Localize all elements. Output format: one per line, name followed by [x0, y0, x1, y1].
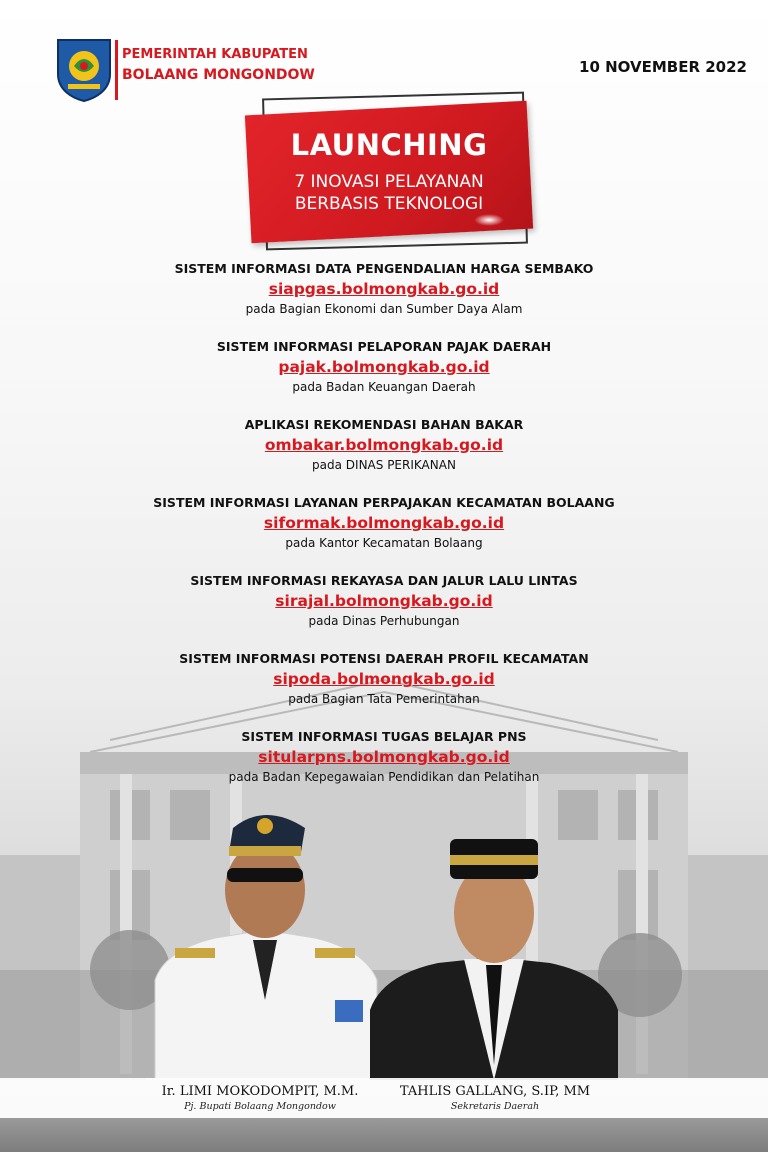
official-role-sekda: Sekretaris Daerah: [450, 1101, 540, 1112]
innovation-link[interactable]: ombakar.bolmongkab.go.id: [264, 436, 504, 454]
innovation-department: pada Badan Kepegawaian Pendidikan dan Pelatihan: [228, 770, 540, 784]
event-date: 10 NOVEMBER 2022: [579, 58, 747, 76]
official-name-bupati: Ir. LIMI MOKODOMPIT, M.M.: [161, 1084, 359, 1099]
innovation-department: pada Kantor Kecamatan Bolaang: [285, 536, 483, 550]
innovation-item: [0, 416, 768, 474]
innovation-title: SISTEM INFORMASI DATA PENGENDALIAN HARGA SEMBAKO: [174, 261, 594, 276]
innovation-item: [0, 728, 768, 786]
innovation-title: APLIKASI REKOMENDASI BAHAN BAKAR: [244, 417, 524, 432]
official-role-bupati: Pj. Bupati Bolaang Mongondow: [184, 1101, 336, 1112]
innovation-link[interactable]: sipoda.bolmongkab.go.id: [273, 670, 495, 688]
innovation-title: SISTEM INFORMASI PELAPORAN PAJAK DAERAH: [216, 339, 552, 354]
innovation-title: SISTEM INFORMASI TUGAS BELAJAR PNS: [241, 729, 527, 744]
innovation-link[interactable]: sitularpns.bolmongkab.go.id: [258, 748, 510, 766]
innovation-department: pada Dinas Perhubungan: [308, 614, 460, 628]
innovation-link[interactable]: pajak.bolmongkab.go.id: [278, 358, 490, 376]
footer-band: [0, 1118, 768, 1152]
banner-title: LAUNCHING: [290, 128, 488, 162]
banner-subtitle-line1: 7 INOVASI PELAYANAN: [294, 172, 484, 192]
innovation-item: [0, 338, 768, 396]
banner-sparkle: [474, 214, 504, 226]
innovation-item: [0, 260, 768, 318]
innovation-title: SISTEM INFORMASI REKAYASA DAN JALUR LALU LINTAS: [190, 573, 578, 588]
sekda-portrait: [368, 825, 620, 1080]
regency-crest-icon: [56, 38, 112, 102]
innovation-department: pada Bagian Tata Pemerintahan: [288, 692, 480, 706]
header-divider: [115, 40, 118, 100]
innovation-department: pada Badan Keuangan Daerah: [292, 380, 476, 394]
banner-subtitle-line2: BERBASIS TEKNOLOGI: [294, 194, 484, 214]
innovation-link[interactable]: siformak.bolmongkab.go.id: [263, 514, 505, 532]
innovation-title: SISTEM INFORMASI LAYANAN PERPAJAKAN KECAMATAN BOLAANG: [153, 495, 615, 510]
bupati-portrait: [145, 790, 385, 1080]
innovation-item: [0, 572, 768, 630]
government-name-line2: BOLAANG MONGONDOW: [122, 67, 315, 83]
innovation-department: pada DINAS PERIKANAN: [312, 458, 456, 472]
innovation-item: [0, 650, 768, 708]
official-name-sekda: TAHLIS GALLANG, S.IP, MM: [399, 1084, 591, 1099]
innovation-link[interactable]: sirajal.bolmongkab.go.id: [275, 592, 493, 610]
innovation-item: [0, 494, 768, 552]
innovation-title: SISTEM INFORMASI POTENSI DAERAH PROFIL KECAMATAN: [179, 651, 589, 666]
launch-banner: [244, 90, 534, 255]
innovation-link[interactable]: siapgas.bolmongkab.go.id: [268, 280, 500, 298]
government-name-line1: PEMERINTAH KABUPATEN: [122, 47, 308, 62]
innovation-department: pada Bagian Ekonomi dan Sumber Daya Alam: [245, 302, 523, 316]
